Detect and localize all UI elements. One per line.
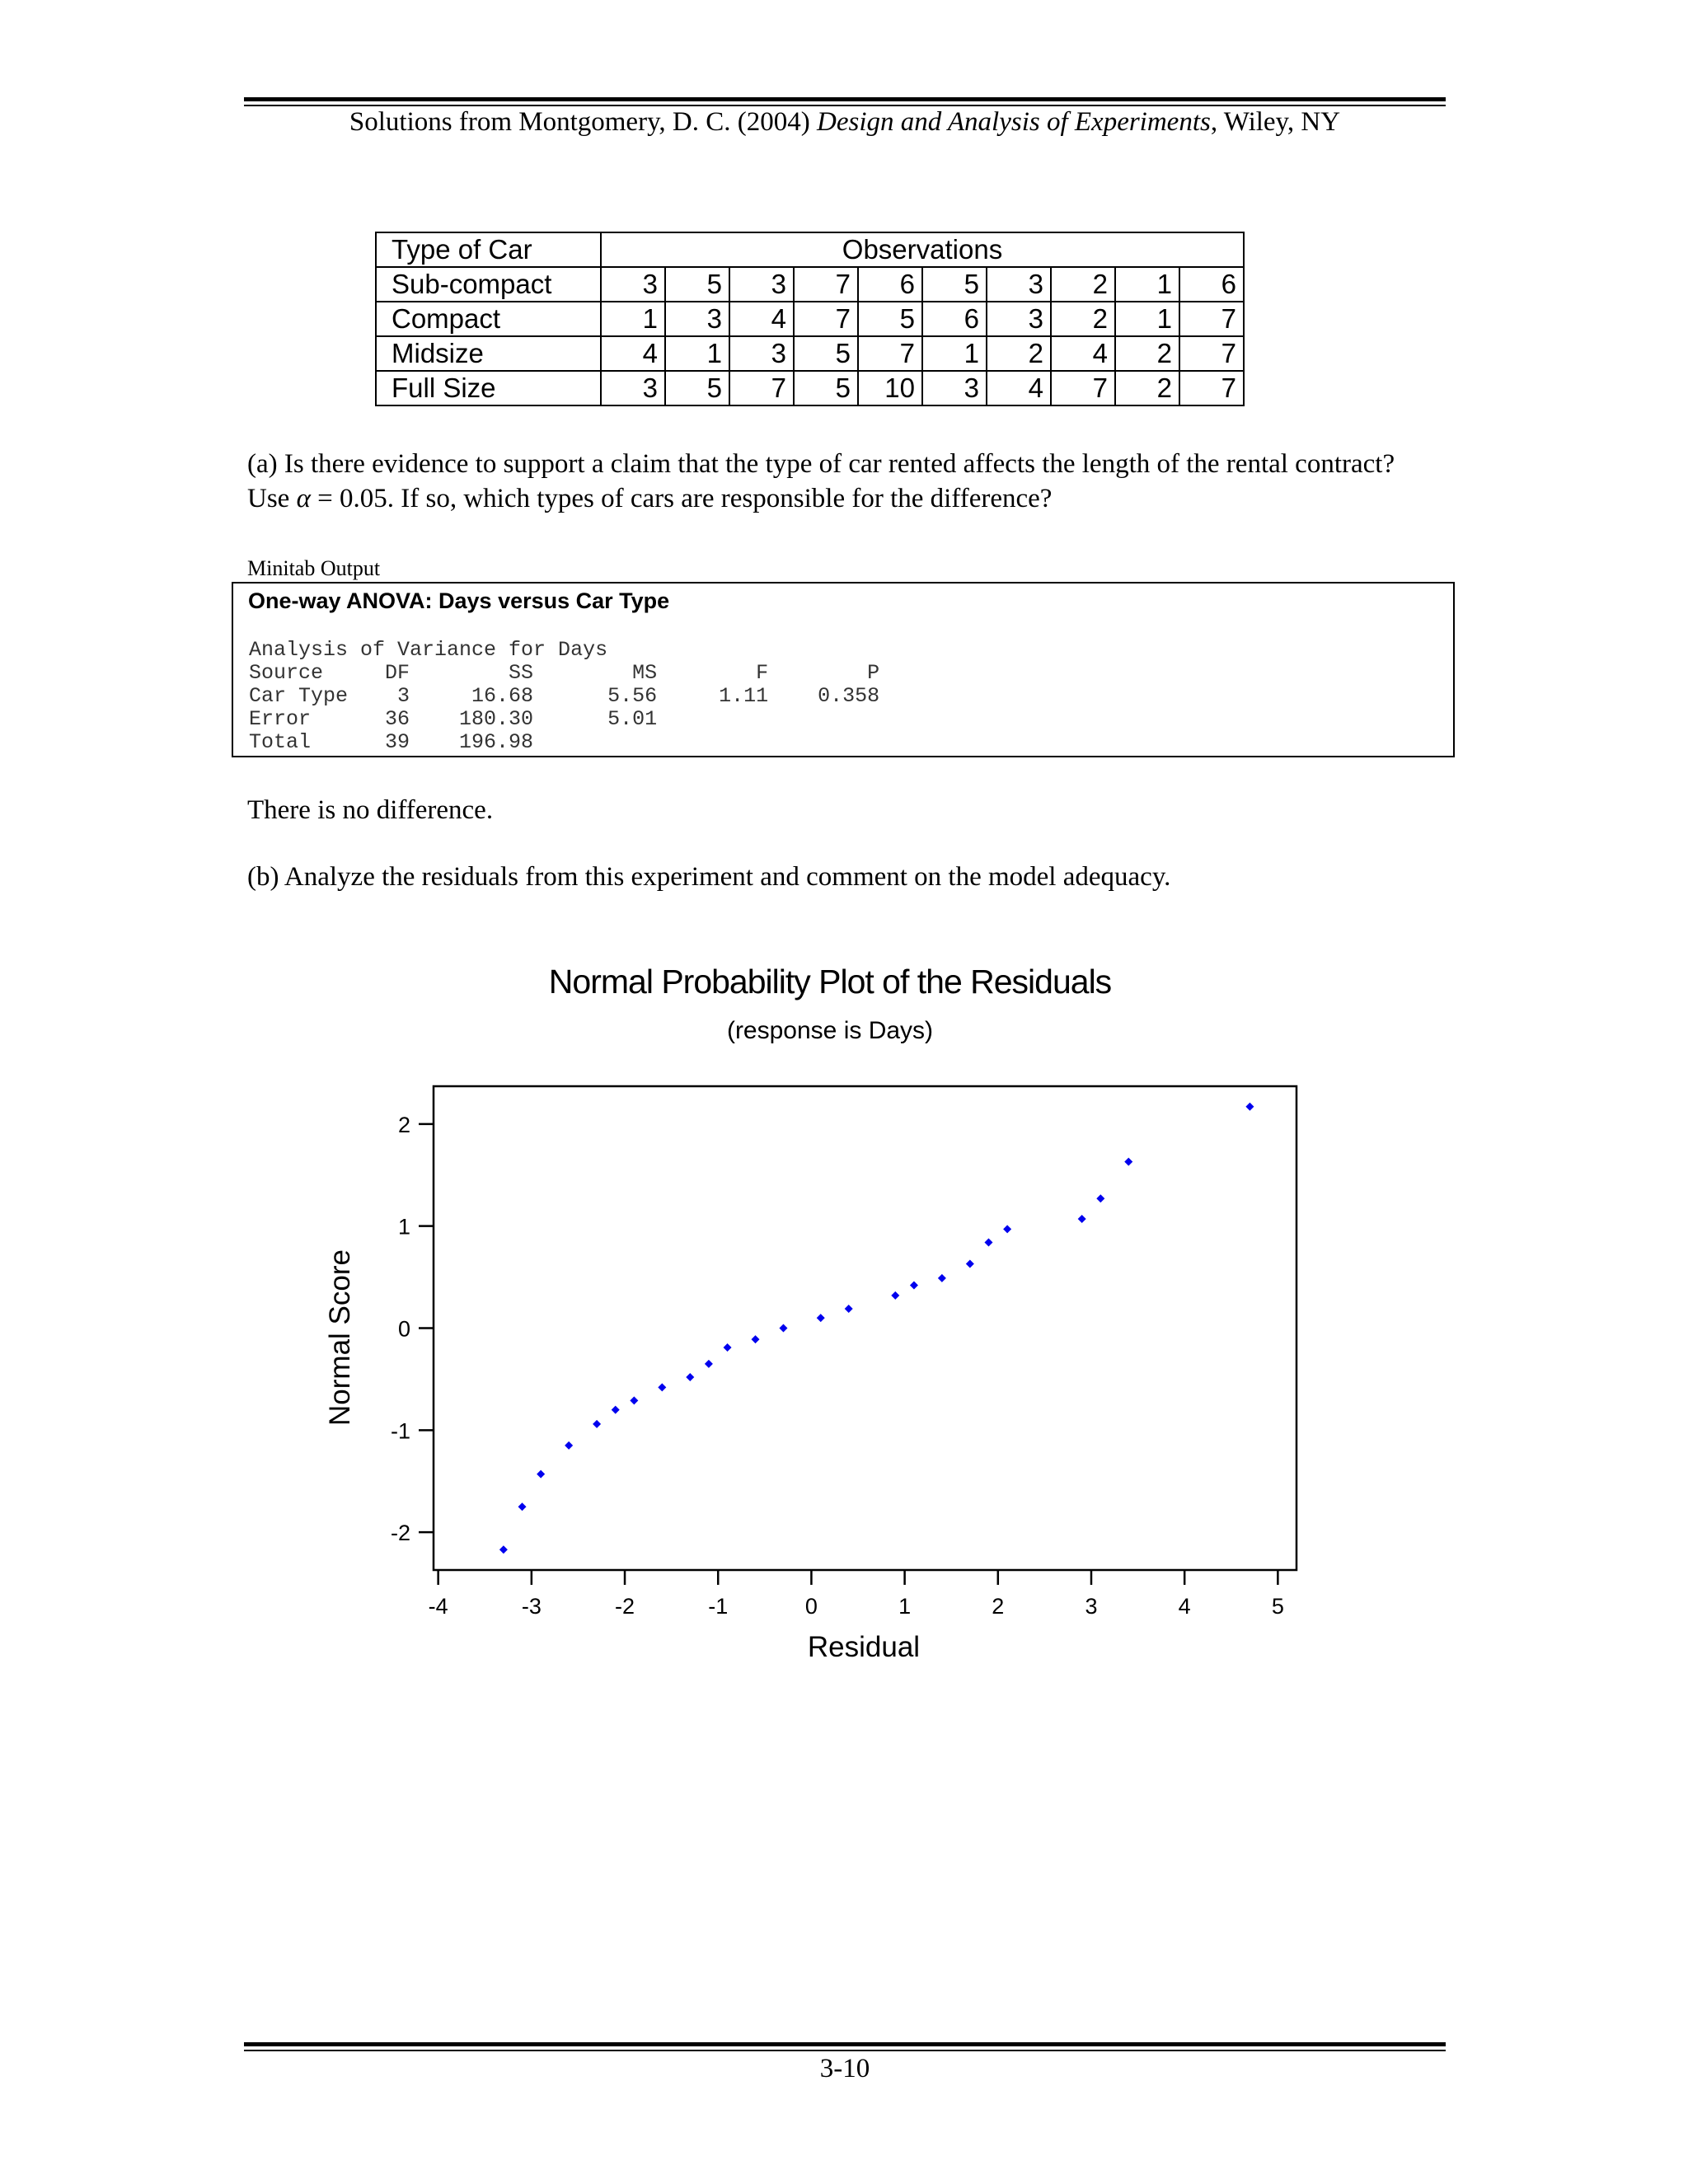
row-label: Compact [376, 302, 601, 336]
observation-cell: 7 [729, 371, 794, 405]
chart-subtitle: (response is Days) [726, 1017, 934, 1044]
x-tick-label: -4 [428, 1594, 448, 1619]
data-point [891, 1291, 899, 1300]
question-a-use: Use [247, 484, 297, 513]
alpha-symbol: α [296, 484, 311, 513]
data-point [984, 1238, 992, 1246]
observation-cell: 3 [922, 371, 987, 405]
observation-cell: 1 [665, 336, 729, 371]
observation-cell: 7 [858, 336, 922, 371]
y-tick-label: -1 [390, 1418, 410, 1444]
observation-cell: 3 [601, 267, 665, 302]
observation-cell: 7 [1179, 336, 1244, 371]
data-point [1003, 1225, 1011, 1233]
observation-cell: 7 [1051, 371, 1115, 405]
data-point [779, 1324, 787, 1333]
data-point [705, 1360, 713, 1368]
observation-cell: 2 [987, 336, 1051, 371]
x-tick-label: 4 [1178, 1594, 1191, 1619]
minitab-label: Minitab Output [247, 556, 381, 580]
observation-cell: 3 [601, 371, 665, 405]
data-point [630, 1396, 638, 1404]
data-point [1245, 1103, 1254, 1111]
x-tick-label: 2 [992, 1594, 1005, 1619]
observation-cell: 1 [922, 336, 987, 371]
observation-cell: 3 [729, 267, 794, 302]
y-tick-label: -2 [390, 1521, 410, 1546]
observation-cell: 1 [1115, 267, 1179, 302]
question-a-rest: = 0.05. If so, which types of cars are responsible for the difference? [310, 484, 1053, 513]
col-header-type: Type of Car [376, 232, 601, 267]
footer-rule [244, 2042, 1446, 2051]
header-suffix: , Wiley, NY [1210, 107, 1341, 137]
data-point [565, 1441, 573, 1450]
data-point [1078, 1215, 1086, 1223]
header-prefix: Solutions from Montgomery, D. C. (2004) [349, 107, 817, 137]
x-tick-label: -1 [708, 1594, 729, 1619]
data-point [658, 1383, 666, 1391]
row-label: Sub-compact [376, 267, 601, 302]
x-tick-label: -2 [615, 1594, 635, 1619]
plot-frame [434, 1086, 1296, 1570]
observation-cell: 1 [1115, 302, 1179, 336]
observation-cell: 4 [987, 371, 1051, 405]
header-book-title: Design and Analysis of Experiments [817, 107, 1211, 137]
observation-cell: 3 [987, 267, 1051, 302]
data-point [724, 1343, 732, 1352]
observation-cell: 5 [794, 336, 858, 371]
y-tick-label: 2 [397, 1112, 410, 1137]
data-points [499, 1103, 1254, 1554]
observation-cell: 7 [794, 267, 858, 302]
observation-cell: 7 [1179, 371, 1244, 405]
observation-cell: 3 [665, 302, 729, 336]
data-point [817, 1314, 825, 1322]
x-axis-label: Residual [807, 1631, 921, 1663]
x-tick-label: 5 [1271, 1594, 1284, 1619]
row-label: Full Size [376, 371, 601, 405]
observation-cell: 5 [665, 267, 729, 302]
col-header-observations: Observations [601, 232, 1244, 267]
observation-cell: 4 [729, 302, 794, 336]
data-point [612, 1406, 620, 1414]
axes [391, 1113, 1284, 1619]
observation-cell: 6 [922, 302, 987, 336]
y-tick-label: 0 [397, 1316, 410, 1342]
data-point [686, 1373, 694, 1381]
data-point [966, 1259, 974, 1268]
anova-line: Car Type 3 16.68 5.56 1.11 0.358 [249, 684, 880, 708]
observation-cell: 6 [858, 267, 922, 302]
question-b: (b) Analyze the residuals from this experiment and comment on the model adequacy. [247, 862, 1171, 892]
data-point [938, 1274, 946, 1282]
y-axis-label: Normal Score [324, 1249, 356, 1426]
chart-title: Normal Probability Plot of the Residuals [548, 963, 1112, 1001]
anova-line: Error 36 180.30 5.01 [249, 707, 658, 731]
anova-line: Total 39 196.98 [249, 730, 534, 754]
data-point [1096, 1194, 1104, 1202]
y-tick-label: 1 [397, 1214, 410, 1240]
data-point [499, 1545, 508, 1554]
answer-a: There is no difference. [247, 795, 494, 825]
observation-cell: 4 [601, 336, 665, 371]
observation-cell: 6 [1179, 267, 1244, 302]
observation-cell: 2 [1115, 336, 1179, 371]
x-tick-label: -3 [521, 1594, 542, 1619]
observation-cell: 2 [1051, 302, 1115, 336]
page-number: 3-10 [819, 2054, 870, 2083]
anova-line: Analysis of Variance for Days [249, 638, 608, 662]
data-point [1124, 1158, 1132, 1166]
row-label: Midsize [376, 336, 601, 371]
observation-cell: 5 [665, 371, 729, 405]
anova-line: Source DF SS MS F P [249, 661, 880, 685]
observation-cell: 2 [1115, 371, 1179, 405]
data-point [845, 1305, 853, 1313]
observation-cell: 10 [858, 371, 922, 405]
anova-title: One-way ANOVA: Days versus Car Type [248, 588, 670, 613]
observation-cell: 1 [601, 302, 665, 336]
observation-cell: 3 [729, 336, 794, 371]
x-tick-label: 0 [804, 1594, 818, 1619]
data-point [910, 1281, 918, 1289]
observation-cell: 5 [794, 371, 858, 405]
observation-cell: 7 [1179, 302, 1244, 336]
question-a-line1: (a) Is there evidence to support a claim that the type of car rented affects the length of the rental contract? [247, 449, 1395, 479]
x-tick-label: 1 [898, 1594, 912, 1619]
data-point [593, 1420, 601, 1428]
observation-cell: 4 [1051, 336, 1115, 371]
data-point [752, 1335, 760, 1343]
observation-cell: 5 [922, 267, 987, 302]
data-point [537, 1470, 545, 1479]
observation-cell: 3 [987, 302, 1051, 336]
observation-cell: 5 [858, 302, 922, 336]
observation-cell: 7 [794, 302, 858, 336]
x-tick-label: 3 [1085, 1594, 1098, 1619]
data-point [518, 1502, 527, 1511]
observation-cell: 2 [1051, 267, 1115, 302]
